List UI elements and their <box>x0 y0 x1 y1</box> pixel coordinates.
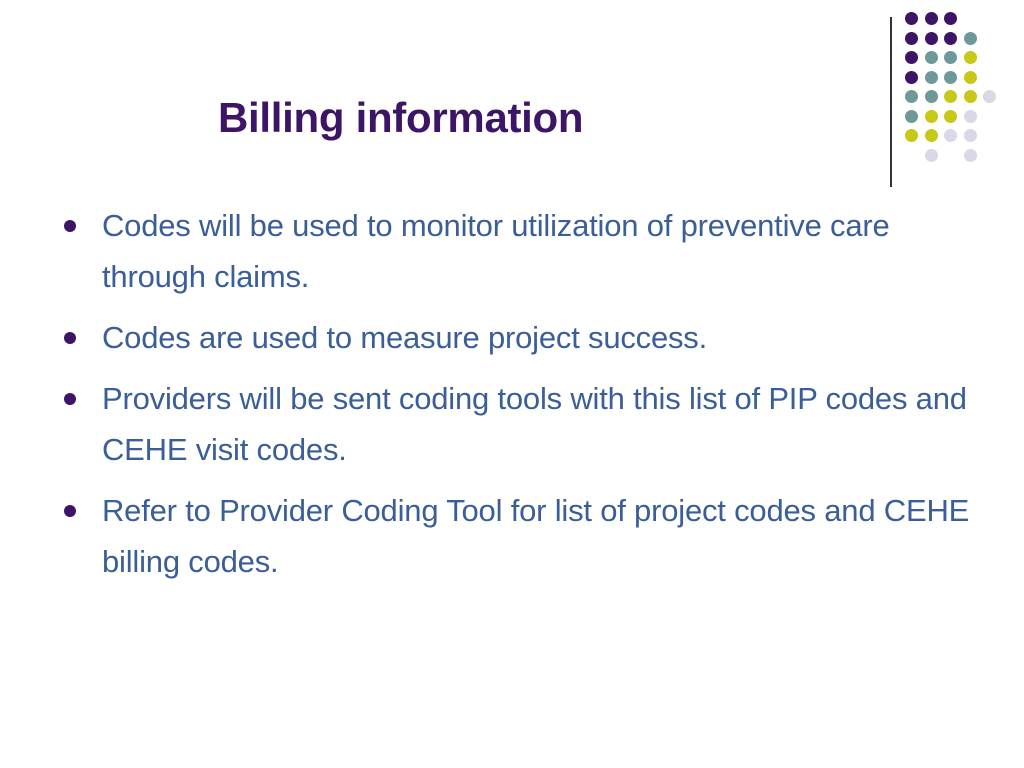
bullet-item <box>60 200 980 302</box>
bullet-dot-icon <box>64 220 76 232</box>
decorative-dot <box>964 51 977 64</box>
decorative-dot <box>925 110 938 123</box>
bullet-text: Codes will be used to monitor utilization of preventive care through claims. <box>102 208 890 294</box>
bullet-dot-icon <box>64 332 76 344</box>
slide-title: Billing information <box>218 94 584 141</box>
decorative-dot <box>905 51 918 64</box>
decorative-dot <box>905 129 918 142</box>
decorative-dot <box>925 90 938 103</box>
bullet-text: Refer to Provider Coding Tool for list of project codes and CEHE billing codes. <box>102 493 970 579</box>
decorative-dot <box>905 90 918 103</box>
decorative-dot <box>925 149 938 162</box>
decorative-dot <box>964 129 977 142</box>
decorative-dot <box>944 51 957 64</box>
decorative-dot <box>964 110 977 123</box>
decorative-dot <box>964 32 977 45</box>
decorative-dot <box>983 90 996 103</box>
decorative-dot <box>944 129 957 142</box>
decorative-dot <box>964 149 977 162</box>
decorative-dot <box>925 32 938 45</box>
decorative-dot <box>925 12 938 25</box>
decorative-dot <box>925 51 938 64</box>
title-divider <box>890 17 892 187</box>
bullet-item <box>60 373 980 475</box>
bullet-dot-icon <box>64 505 76 517</box>
decorative-dot <box>944 32 957 45</box>
decorative-dot <box>925 129 938 142</box>
decorative-dot <box>944 71 957 84</box>
decorative-dot-grid <box>905 12 1005 172</box>
bullet-dot-icon <box>64 393 76 405</box>
bullet-item <box>60 485 980 587</box>
decorative-dot <box>925 71 938 84</box>
decorative-dot <box>944 12 957 25</box>
decorative-dot <box>905 71 918 84</box>
bullet-item <box>60 312 980 363</box>
bullet-text: Providers will be sent coding tools with this list of PIP codes and CEHE visit codes. <box>102 381 967 467</box>
decorative-dot <box>964 71 977 84</box>
decorative-dot <box>944 90 957 103</box>
bullet-list <box>60 200 980 597</box>
decorative-dot <box>964 90 977 103</box>
bullet-text: Codes are used to measure project success. <box>102 320 708 355</box>
decorative-dot <box>905 32 918 45</box>
decorative-dot <box>905 12 918 25</box>
decorative-dot <box>944 110 957 123</box>
decorative-dot <box>905 110 918 123</box>
